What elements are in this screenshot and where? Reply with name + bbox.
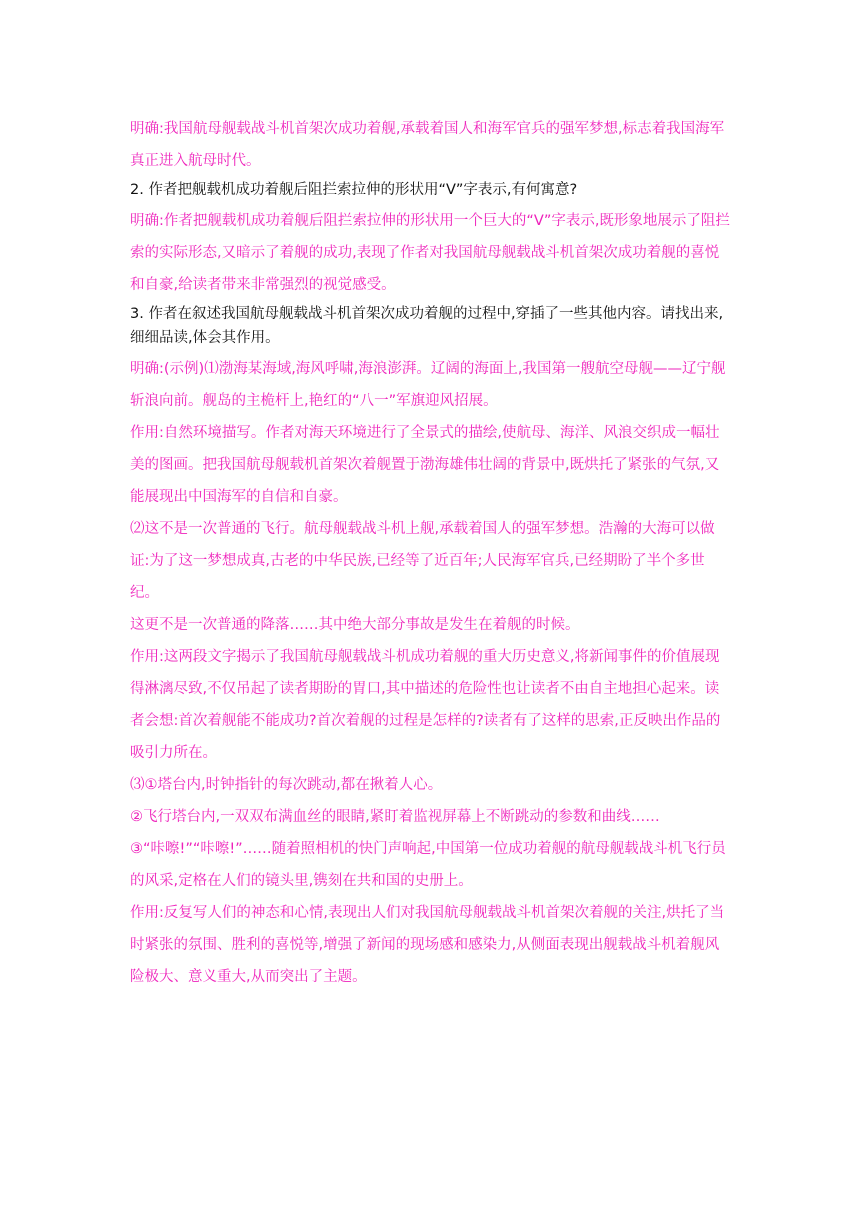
question-paragraph: 3. 作者在叙述我国航母舰载战斗机首架次成功着舰的过程中,穿插了一些其他内容。请找出来,细细品读,体会其作用。 <box>130 306 724 346</box>
example-paragraph: ③“咔嚓!”“咔嚓!”……随着照相机的快门声响起,中国第一位成功着舰的航母舰载战斗机飞行员的风采,定格在人们的镜头里,镌刻在共和国的史册上。 <box>130 841 726 889</box>
example-paragraph: 明确:(示例)⑴渤海某海域,海风呼啸,海浪澎湃。辽阔的海面上,我国第一艘航空母舰——辽宁舰斩浪向前。舰岛的主桅杆上,艳红的“八一”军旗迎风招展。 <box>130 361 726 409</box>
example-paragraph: ⑵这不是一次普通的飞行。航母舰载战斗机上舰,承载着国人的强军梦想。浩瀚的大海可以做证:为了这一梦想成真,古老的中华民族,已经等了近百年;人民海军官兵,已经期盼了半个多世纪。 <box>130 521 715 601</box>
answer-paragraph: 明确:作者把舰载机成功着舰后阻拦索拉伸的形状用一个巨大的“V”字表示,既形象地展示了阻拦索的实际形态,又暗示了着舰的成功,表现了作者对我国航母舰载战斗机首架次成功着舰的喜悦和自豪,给读者带来非常强烈的视觉感受。 <box>130 213 730 293</box>
question-paragraph: 2. 作者把舰载机成功着舰后阻拦索拉伸的形状用“V”字表示,有何寓意? <box>130 182 578 198</box>
example-paragraph: ⑶①塔台内,时钟指针的每次跳动,都在揪着人心。 <box>130 777 443 793</box>
effect-paragraph: 作用:反复写人们的神态和心情,表现出人们对我国航母舰载战斗机首架次着舰的关注,烘托了当时紧张的氛围、胜利的喜悦等,增强了新闻的现场感和感染力,从侧面表现出舰载战斗机着舰风险极大、意义重大,从而突出了主题。 <box>130 905 725 985</box>
effect-paragraph: 作用:这两段文字揭示了我国航母舰载战斗机成功着舰的重大历史意义,将新闻事件的价值展现得淋漓尽致,不仅吊起了读者期盼的胃口,其中描述的危险性也让读者不由自主地担心起来。读者会想:首次着舰能不能成功?首次着舰的过程是怎样的?读者有了这样的思索,正反映出作品的吸引力所在。 <box>130 649 721 761</box>
effect-paragraph: 作用:自然环境描写。作者对海天环境进行了全景式的描绘,使航母、海洋、风浪交织成一幅壮美的图画。把我国航母舰载机首架次着舰置于渤海雄伟壮阔的背景中,既烘托了紧张的气氛,又能展现出中国海军的自信和自豪。 <box>130 425 720 505</box>
document-body <box>130 113 732 993</box>
example-paragraph: ②飞行塔台内,一双双布满血丝的眼睛,紧盯着监视屏幕上不断跳动的参数和曲线…… <box>130 809 660 825</box>
answer-paragraph: 明确:我国航母舰载战斗机首架次成功着舰,承载着国人和海军官兵的强军梦想,标志着我国海军真正进入航母时代。 <box>130 121 725 169</box>
example-paragraph: 这更不是一次普通的降落……其中绝大部分事故是发生在着舰的时候。 <box>130 617 580 633</box>
